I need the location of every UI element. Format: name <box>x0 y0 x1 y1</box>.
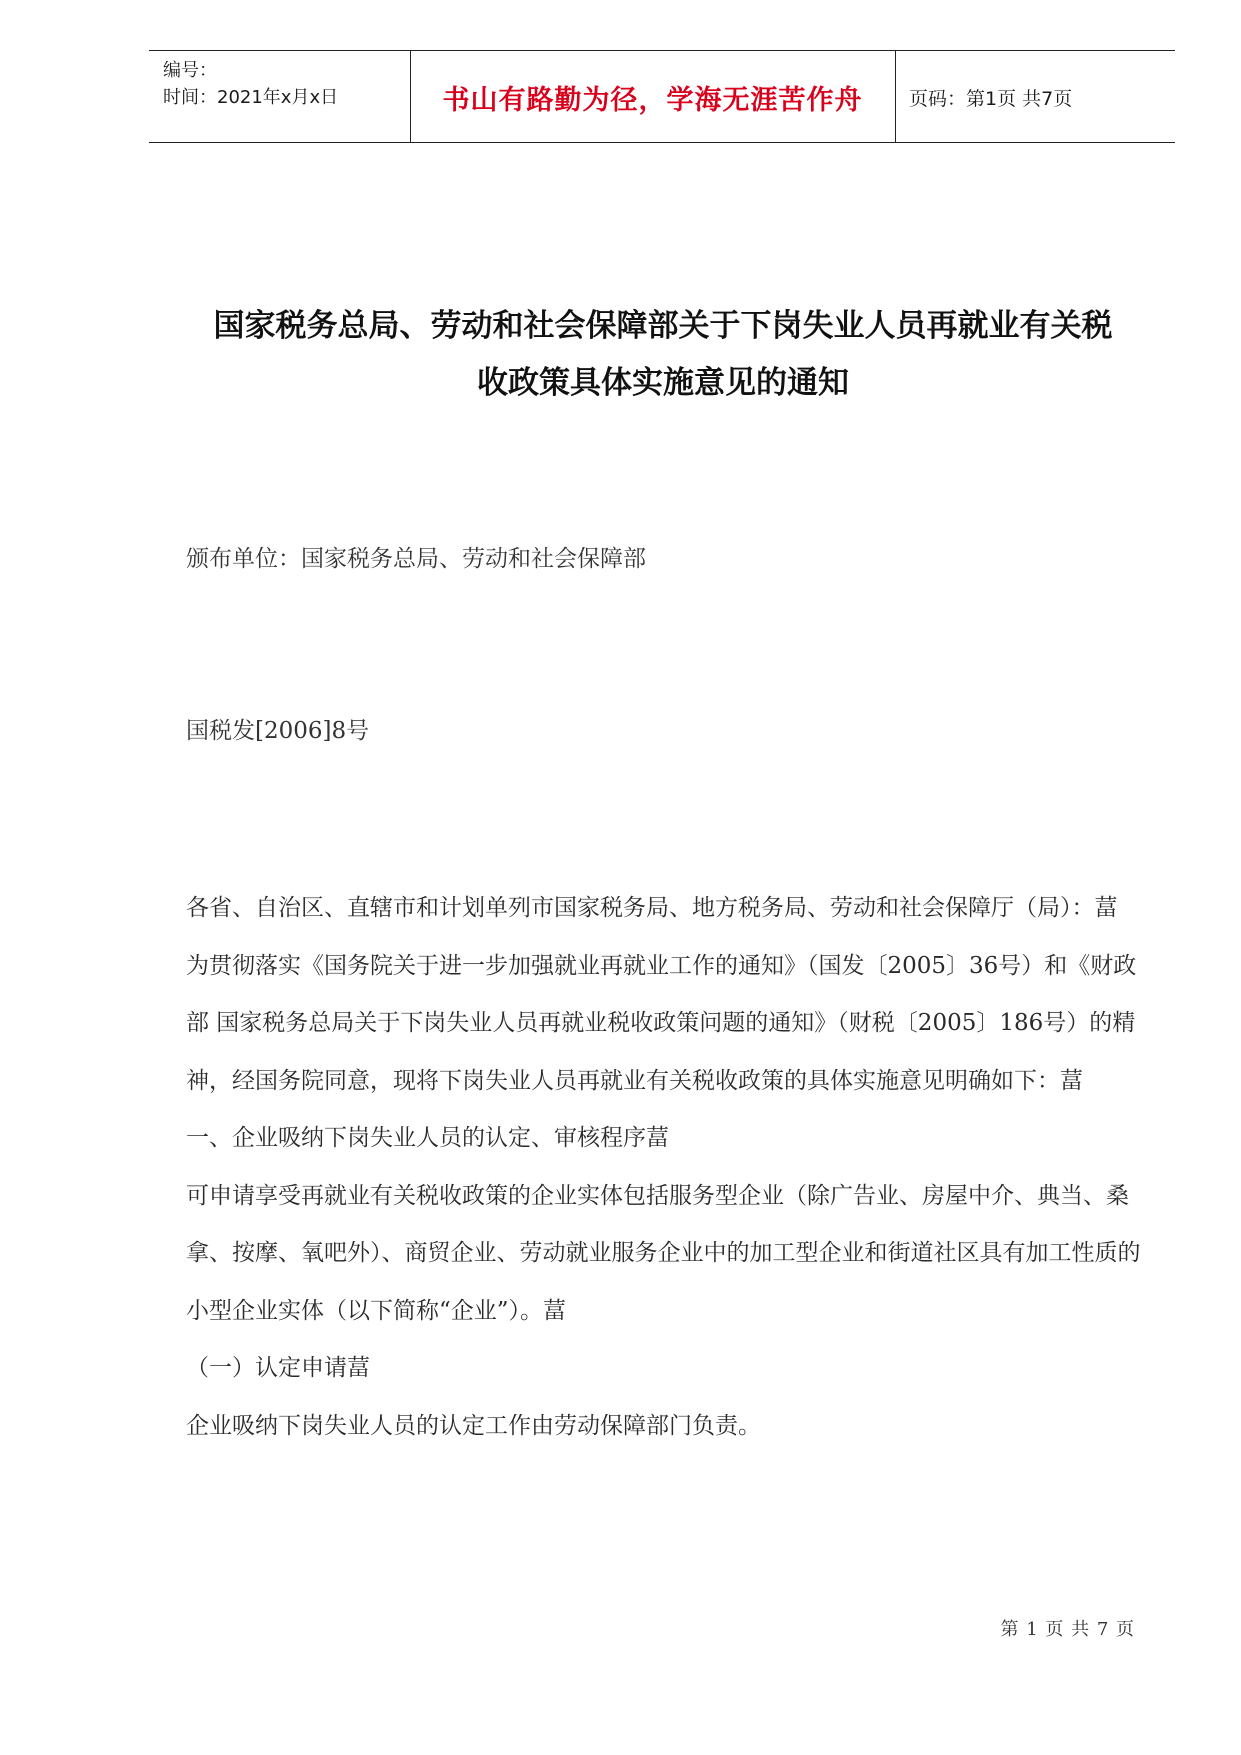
time-label: 时间：2021年x月x日 <box>163 87 339 108</box>
page-header <box>149 50 1175 143</box>
title-line-1: 国家税务总局、劳动和社会保障部关于下岗失业人员再就业有关税 <box>213 308 1113 344</box>
page-footer: 第 1 页 共 7 页 <box>1000 1619 1135 1640</box>
paragraph-addressee: 各省、自治区、直辖市和计划单列市国家税务局、地方税务局、劳动和社会保障厅（局）：葍 <box>186 895 1118 921</box>
issuer-line: 颁布单位：国家税务总局、劳动和社会保障部 <box>186 546 646 572</box>
document-number: 国税发[2006]8号 <box>186 718 370 744</box>
paragraph-scope: 可申请享受再就业有关税收政策的企业实体包括服务型企业（除广告业、房屋中介、典当、桑拿、按摩、氧吧外）、商贸企业、劳动就业服务企业中的加工型企业和街道社区具有加工性质的小型企业实体（以下简称“企业”）。葍 <box>186 1182 1141 1324</box>
header-page-info: 页码：第1页 共7页 <box>909 88 1073 110</box>
header-divider <box>895 51 896 142</box>
paragraph-preamble: 为贯彻落实《国务院关于进一步加强就业再就业工作的通知》（国发〔2005〕36号）和《财政部 国家税务总局关于下岗失业人员再就业税收政策问题的通知》（财税〔2005〕186号）的精神，经国务院同意，现将下岗失业人员再就业有关税收政策的具体实施意见明确如下：葍 <box>186 952 1137 1094</box>
paragraph-certification: 企业吸纳下岗失业人员的认定工作由劳动保障部门负责。 <box>186 1412 761 1439</box>
header-info <box>163 57 338 111</box>
document-title <box>150 298 1176 412</box>
serial-label: 编号： <box>163 60 217 81</box>
subsection-heading-1: （一）认定申请葍 <box>186 1355 370 1381</box>
title-line-2: 收政策具体实施意见的通知 <box>477 365 849 401</box>
document-body <box>186 880 1141 1455</box>
section-heading-1: 一、企业吸纳下岗失业人员的认定、审核程序葍 <box>186 1125 669 1151</box>
header-motto: 书山有路勤为径，学海无涯苦作舟 <box>442 85 863 116</box>
